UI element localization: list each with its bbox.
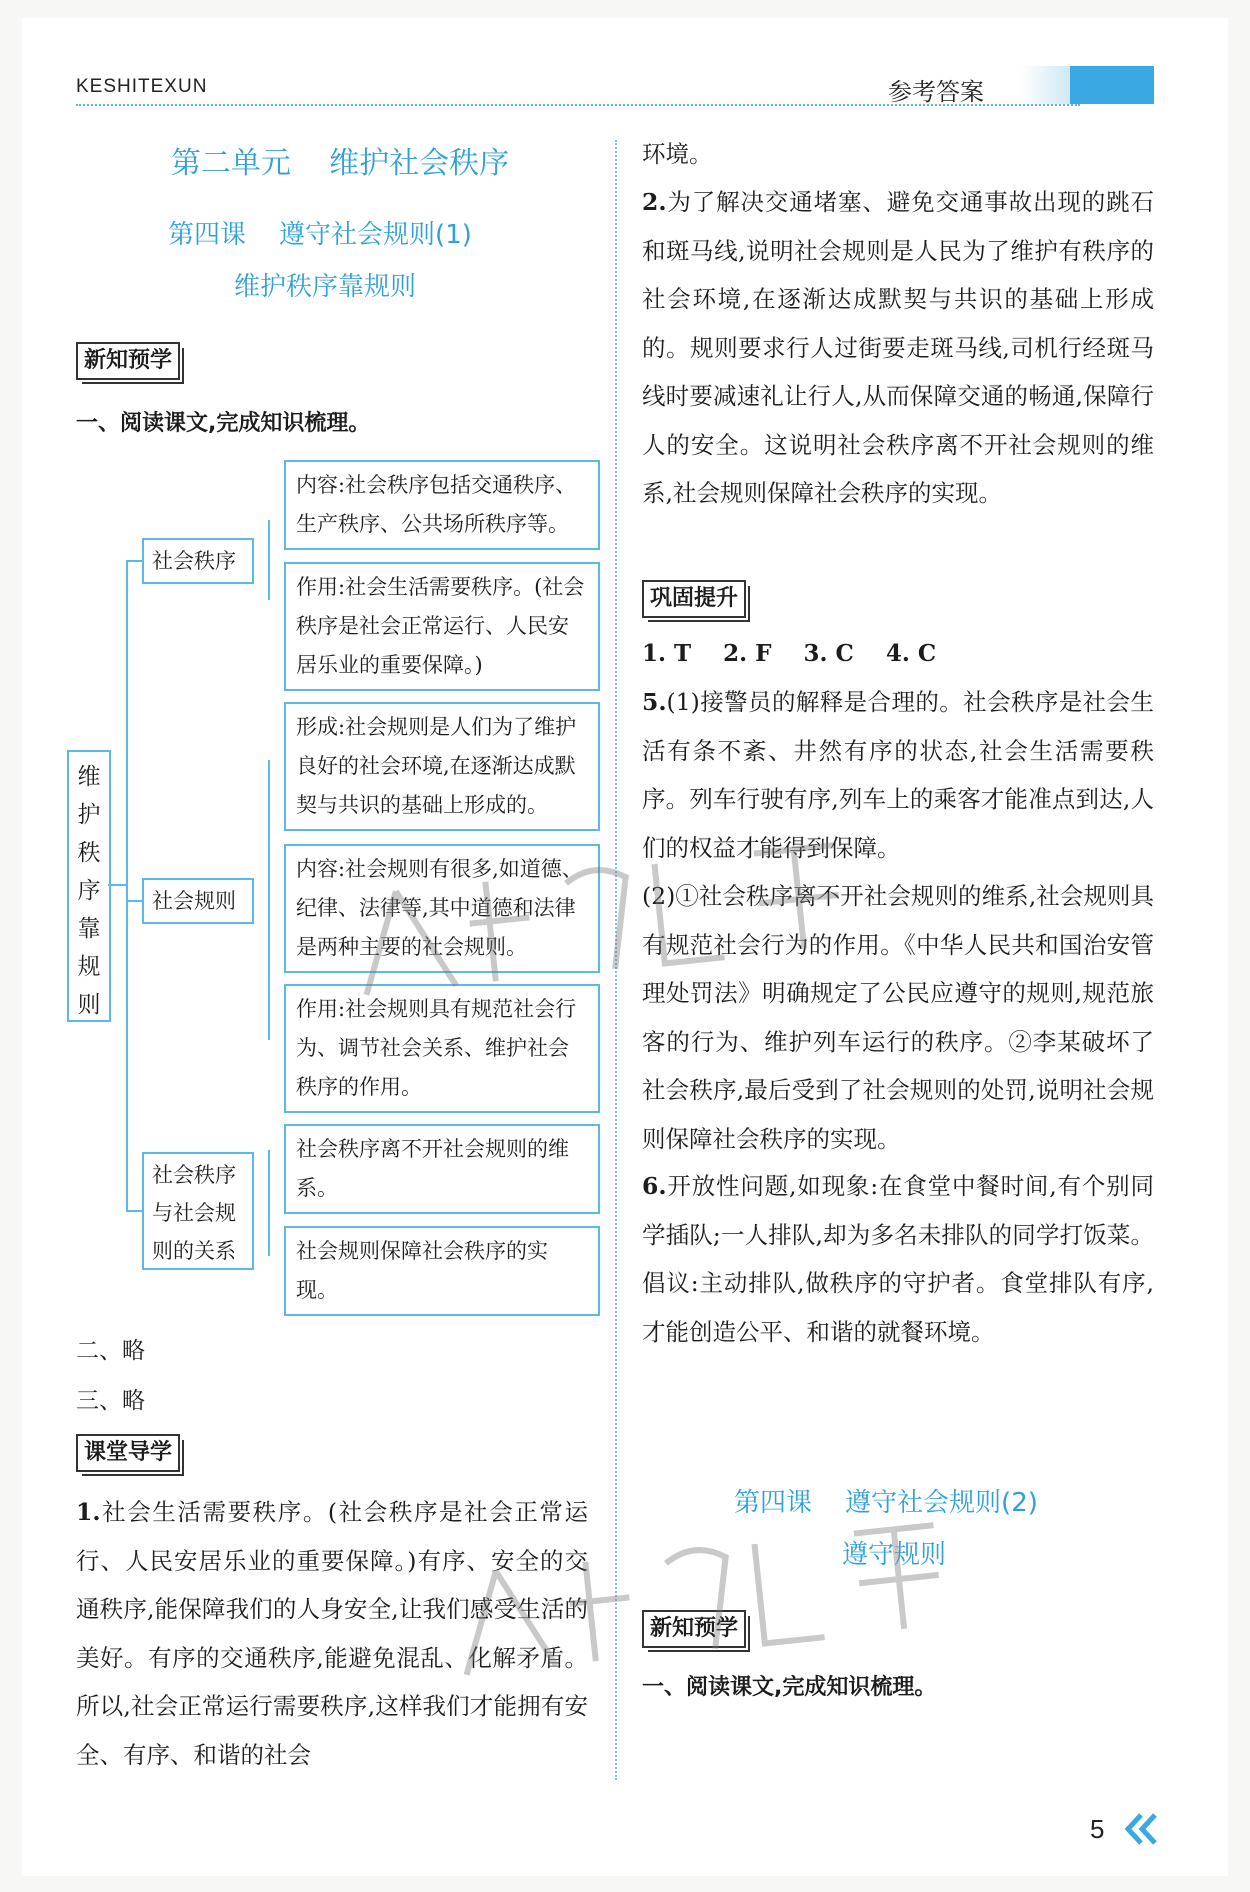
mindmap-root: 维 护 秩 序 靠 规 则 [67,750,111,1022]
mindmap-connector [126,1210,142,1212]
section-tag-ketang: 课堂导学 [76,1434,180,1472]
paragraph: 6.开放性问题,如现象:在食堂中餐时间,有个别同学插队;一人排队,却为多名未排队的同学打饭菜。倡议:主动排队,做秩序的守护者。食堂排队有序,才能创造公平、和谐的就餐环境。 [642,1172,1154,1346]
unit-title: 第二单元 维护社会秩序 [170,146,510,181]
lesson-subtitle: 遵守规则 [842,1540,947,1570]
mindmap-leaf: 作用:社会规则具有规范社会行为、调节社会关系、维护社会秩序的作用。 [284,984,600,1113]
answer-line: 三、略 [76,1388,145,1414]
mindmap-connector [126,900,142,902]
mindmap-node-social-order: 社会秩序 [142,538,254,584]
mindmap-leaf: 内容:社会规则有很多,如道德、纪律、法律等,其中道德和法律是两种主要的社会规则。 [284,844,600,973]
paragraph: 环境。 [642,140,713,168]
question-heading: 一、阅读课文,完成知识梳理。 [76,411,371,436]
mindmap-node-relation: 社会秩序与社会规则的关系 [142,1152,254,1270]
section-tag-xinzhi: 新知预学 [642,1610,746,1648]
mindmap-brace-main [126,560,128,1210]
mindmap-brace [268,760,270,1040]
mindmap-connector [108,884,126,886]
paragraph: 2.为了解决交通堵塞、避免交通事故出现的跳石和斑马线,说明社会规则是人民为了维护有秩序的社会环境,在逐渐达成默契与共识的基础上形成的。规则要求行人过街要走斑马线,司机行经斑马线时要减速礼让行人,从而保障交通的畅通,保障行人的安全。这说明社会秩序离不开社会规则的维系,社会规则保障社会秩序的实现。 [642,188,1154,507]
mindmap-brace [268,520,270,600]
header-rule [76,104,1080,106]
mindmap-node-social-rules: 社会规则 [142,878,254,924]
header-gradient-bar [1020,66,1070,104]
mindmap-leaf: 社会秩序离不开社会规则的维系。 [284,1124,600,1214]
paragraph: 1.社会生活需要秩序。(社会秩序是社会正常运行、人民安居乐业的重要保障。)有序、安全的交通秩序,能保障我们的人身安全,让我们感受生活的美好。有序的交通秩序,能避免混乱、化解矛盾。所以,社会正常运行需要秩序,这样我们才能拥有安全、有序、和谐的社会 [76,1498,588,1769]
section-tag-xinzhi: 新知预学 [76,342,180,380]
brand-text: KESHITEXUN [76,76,208,97]
answer-line: 二、略 [76,1338,145,1364]
page-number: 5 [1090,1814,1105,1844]
mindmap-leaf: 社会规则保障社会秩序的实现。 [284,1226,600,1316]
double-chevron-left-icon [1124,1812,1160,1846]
choice-answers: 1. T 2. F 3. C 4. C [642,640,937,667]
mindmap-leaf: 作用:社会生活需要秩序。(社会秩序是社会正常运行、人民安居乐业的重要保障。) [284,562,600,691]
mindmap-brace [268,1150,270,1256]
mindmap-connector [126,560,142,562]
section-tag-gonggu: 巩固提升 [642,580,746,618]
mindmap-leaf: 形成:社会规则是人们为了维护良好的社会环境,在逐渐达成默契与共识的基础上形成的。 [284,702,600,831]
paragraph: 5.(1)接警员的解释是合理的。社会秩序是社会生活有条不紊、井然有序的状态,社会生活需要秩序。列车行驶有序,列车上的乘客才能准点到达,人们的权益才能得到保障。 [642,688,1154,862]
lesson-title: 第四课 遵守社会规则(1) [168,220,472,250]
question-heading: 一、阅读课文,完成知识梳理。 [642,1675,937,1700]
lesson-title: 第四课 遵守社会规则(2) [734,1488,1038,1518]
header-title: 参考答案 [888,78,984,106]
paragraph: (2)①社会秩序离不开社会规则的维系,社会规则具有规范社会行为的作用。《中华人民共和国治安管理处罚法》明确规定了公民应遵守的规则,规范旅客的行为、维护列车运行的秩序。②李某破坏了社会秩序,最后受到了社会规则的处罚,说明社会规则保障社会秩序的实现。 [642,882,1154,1153]
mindmap-leaf: 内容:社会秩序包括交通秩序、生产秩序、公共场所秩序等。 [284,460,600,550]
header-accent-block [1070,66,1154,104]
lesson-subtitle: 维护秩序靠规则 [234,272,417,302]
